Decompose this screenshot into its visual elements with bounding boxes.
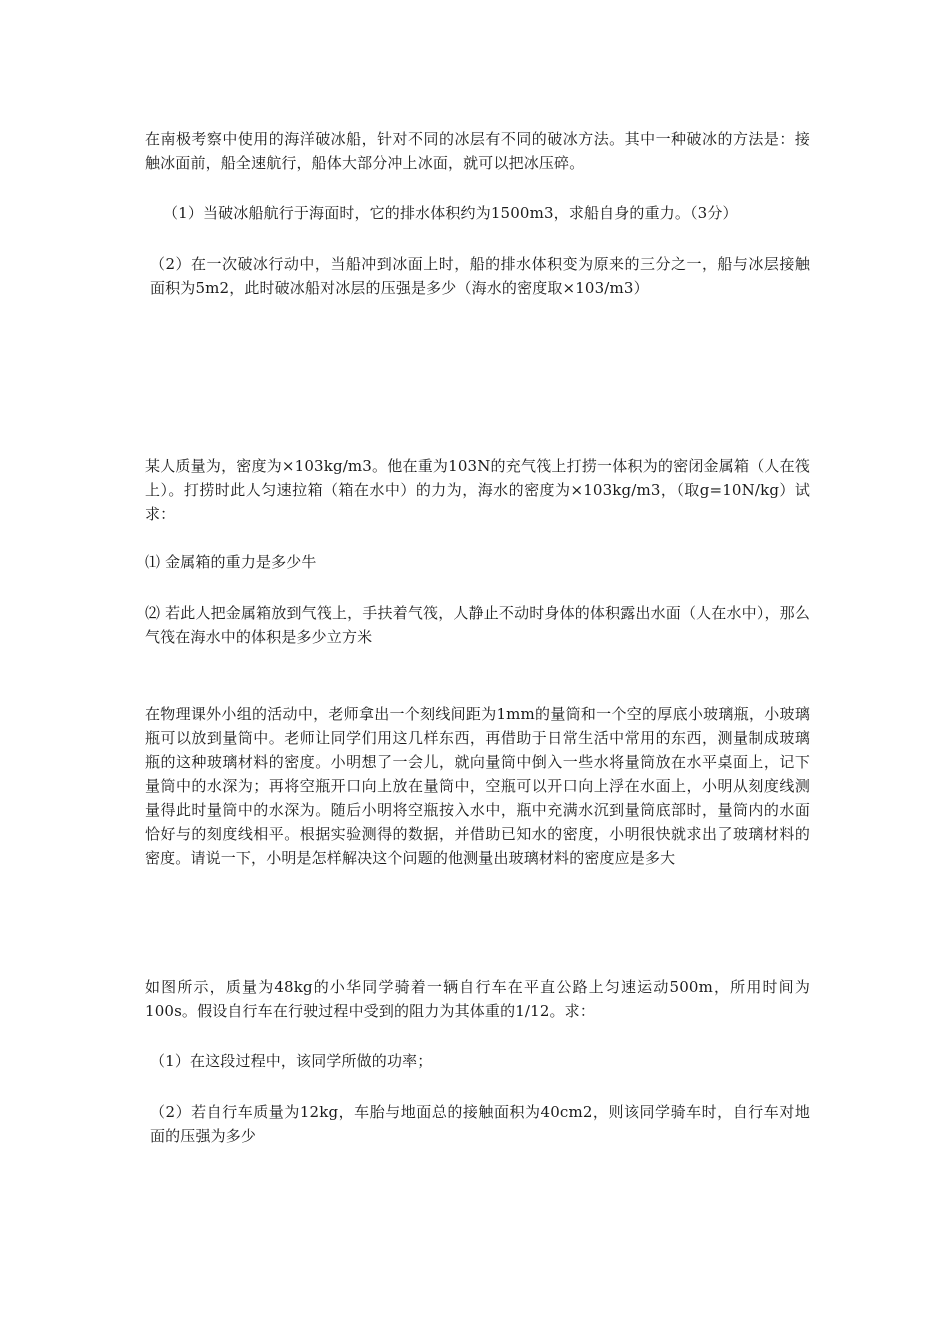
problem-4-question-2: （2）若自行车质量为12kg，车胎与地面总的接触面积为40cm2，则该同学骑车时，自行车对地面的压强为多少	[150, 1103, 810, 1145]
problem-1-question-1: （1）当破冰船航行于海面时，它的排水体积约为1500m3，求船自身的重力。（3分）	[163, 204, 738, 222]
problem-2-question-2: ⑵ 若此人把金属箱放到气筏上，手扶着气筏，人静止不动时身体的体积露出水面（人在水中），那么气筏在海水中的体积是多少立方米	[145, 604, 810, 646]
problem-4-question-1: （1）在这段过程中，该同学所做的功率；	[150, 1052, 433, 1070]
problem-3-intro: 在物理课外小组的活动中，老师拿出一个刻线间距为1mm的量筒和一个空的厚底小玻璃瓶，小玻璃瓶可以放到量筒中。老师让同学们用这几样东西，再借助于日常生活中常用的东西，测量制成玻璃瓶的这种玻璃材料的密度。小明想了一会儿，就向量筒中倒入一些水将量筒放在水平桌面上，记下量筒中的水深为；再将空瓶开口向上放在量筒中，空瓶可以开口向上浮在水面上，小明从刻度线测量得此时量筒中的水深为。随后小明将空瓶按入水中，瓶中充满水沉到量筒底部时，量筒内的水面恰好与的刻度线相平。根据实验测得的数据，并借助已知水的密度，小明很快就求出了玻璃材料的密度。请说一下，小明是怎样解决这个问题的他测量出玻璃材料的密度应是多大	[145, 705, 810, 867]
problem-4-intro: 如图所示，质量为48kg的小华同学骑着一辆自行车在平直公路上匀速运动500m，所用时间为100s。假设自行车在行驶过程中受到的阻力为其体重的1/12。求：	[145, 978, 810, 1020]
problem-2-question-1: ⑴ 金属箱的重力是多少牛	[145, 553, 317, 571]
problem-1-intro: 在南极考察中使用的海洋破冰船，针对不同的冰层有不同的破冰方法。其中一种破冰的方法是：接触冰面前，船全速航行，船体大部分冲上冰面，就可以把冰压碎。	[145, 130, 810, 172]
problem-1-question-2: （2）在一次破冰行动中，当船冲到冰面上时，船的排水体积变为原来的三分之一，船与冰层接触面积为5m2，此时破冰船对冰层的压强是多少（海水的密度取×103/m3）	[150, 255, 810, 297]
problem-2-intro: 某人质量为，密度为×103kg/m3。他在重为103N的充气筏上打捞一体积为的密闭金属箱（人在筏上）。打捞时此人匀速拉箱（箱在水中）的力为，海水的密度为×103kg/m3，（取g=10N/kg）试求：	[145, 457, 810, 523]
